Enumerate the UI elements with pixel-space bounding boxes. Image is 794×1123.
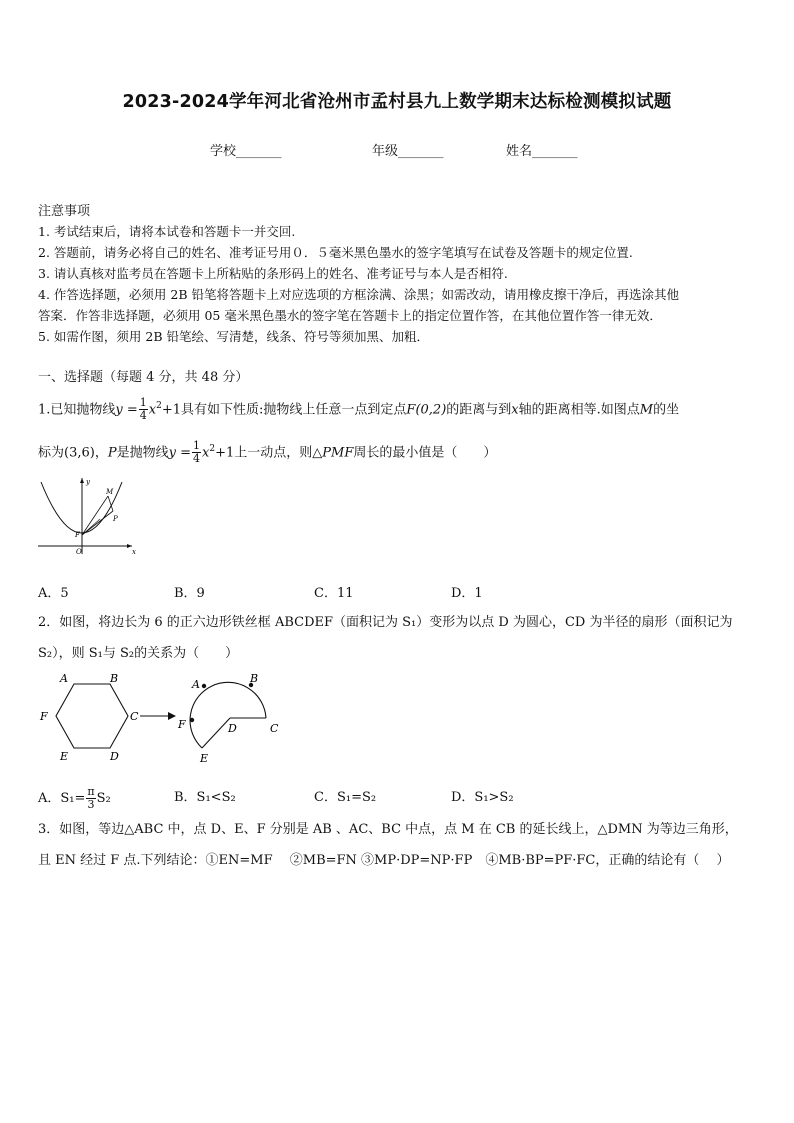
sector-label-c: C <box>270 722 279 735</box>
label-p: P <box>113 515 118 523</box>
hex-label-c: C <box>130 710 139 723</box>
sector-label-a: A <box>192 678 200 691</box>
label-o: O <box>76 548 82 556</box>
q2-option-a[interactable]: A．S₁= $\frac{\pi}{3}$ S₂ <box>38 785 111 811</box>
hexagon-sector-figure <box>34 670 284 770</box>
note-item: 1. 考试结束后，请将本试卷和答题卡一并交回. <box>38 224 296 239</box>
q2-option-b[interactable]: B．S₁<S₂ <box>174 790 236 805</box>
grade-field: 年级_______ <box>372 144 444 159</box>
section-heading: 一、选择题（每题 4 分，共 48 分） <box>38 370 249 385</box>
fraction: $\frac{\pi}{3}$ <box>87 785 95 811</box>
hex-label-e: E <box>60 750 69 763</box>
question-3-line1: 3．如图，等边△ABC 中，点 D、E、F 分别是 AB 、AC、BC 中点，点 M 在 CB 的延长线上，△DMN 为等边三角形， <box>38 822 738 837</box>
note-item: 答案．作答非选择题，必须用 05 毫米黑色墨水的签字笔在答题卡上的指定位置作答，在其他位置作答一律无效． <box>38 308 662 323</box>
question-2-line1: 2．如图，将边长为 6 的正六边形铁丝框 ABCDEF（面积记为 S₁）变形为以点 D 为圆心，CD 为半径的扇形（面积记为 <box>38 615 733 630</box>
fraction: $\frac{1}{4}$ <box>193 439 200 466</box>
hex-label-a: A <box>60 672 68 685</box>
q2-option-d[interactable]: D．S₁>S₂ <box>451 790 514 805</box>
hex-label-d: D <box>110 750 119 763</box>
question-1-line2: 标为(3,6)，P是抛物线y = $\frac{1}{4}$ $x^2+1$上一动点，则△PMF周长的最小值是（ ） <box>38 439 497 466</box>
question-1-line1: 1.已知抛物线y = $\frac{1}{4}$ $x^2+1$具有如下性质:抛物线上任意一点到定点F(0,2)的距离与到x轴的距离相等.如图点M的坐 <box>38 396 680 423</box>
note-item: 2. 答题前，请务必将自己的姓名、准考证号用０．５毫米黑色墨水的签字笔填写在试卷及答题卡的规定位置. <box>38 245 633 260</box>
question-2-line2: S₂），则 S₁与 S₂的关系为（ ） <box>38 646 239 661</box>
hex-label-f: F <box>40 710 48 723</box>
q1-option-a[interactable]: A．5 <box>38 586 69 601</box>
label-x: x <box>132 548 136 556</box>
sector-label-f: F <box>178 718 186 731</box>
q1-text: 1.已知抛物线 <box>38 402 116 418</box>
coord-m: (3,6) <box>64 445 95 461</box>
name-field: 姓名_______ <box>506 144 578 159</box>
sector-label-d: D <box>228 722 237 735</box>
fraction: $\frac{1}{4}$ <box>139 396 147 423</box>
label-y: y <box>86 478 90 486</box>
parabola-figure <box>36 474 140 556</box>
q1-option-c[interactable]: C．11 <box>314 586 354 601</box>
label-f: F <box>75 531 80 539</box>
q1-option-d[interactable]: D．1 <box>451 586 483 601</box>
q2-option-c[interactable]: C．S₁=S₂ <box>314 790 377 805</box>
sector-label-b: B <box>250 672 259 685</box>
note-item: 5. 如需作图，须用 2B 铅笔绘、写清楚，线条、符号等须加黑、加粗． <box>38 329 429 344</box>
math-y: y = <box>115 402 138 418</box>
school-field: 学校_______ <box>210 144 282 159</box>
question-3-line2: 且 EN 经过 F 点.下列结论：①EN=MF ②MB=FN ③MP·DP=NP·FP ④MB·BP=PF·FC，正确的结论有（ ） <box>38 853 730 868</box>
sector-label-e: E <box>200 752 209 765</box>
note-item: 3. 请认真核对监考员在答题卡上所粘贴的条形码上的姓名、准考证号与本人是否相符. <box>38 266 508 281</box>
label-m: M <box>106 488 114 496</box>
q1-option-b[interactable]: B．9 <box>174 586 205 601</box>
page-title: 2023-2024学年河北省沧州市孟村县九上数学期末达标检测模拟试题 <box>122 92 672 112</box>
note-item: 4. 作答选择题，必须用 2B 铅笔将答题卡上对应选项的方框涂满、涂黑；如需改动，请用橡皮擦干净后，再选涂其他 <box>38 287 679 302</box>
notes-heading: 注意事项 <box>38 204 91 219</box>
hex-label-b: B <box>110 672 119 685</box>
